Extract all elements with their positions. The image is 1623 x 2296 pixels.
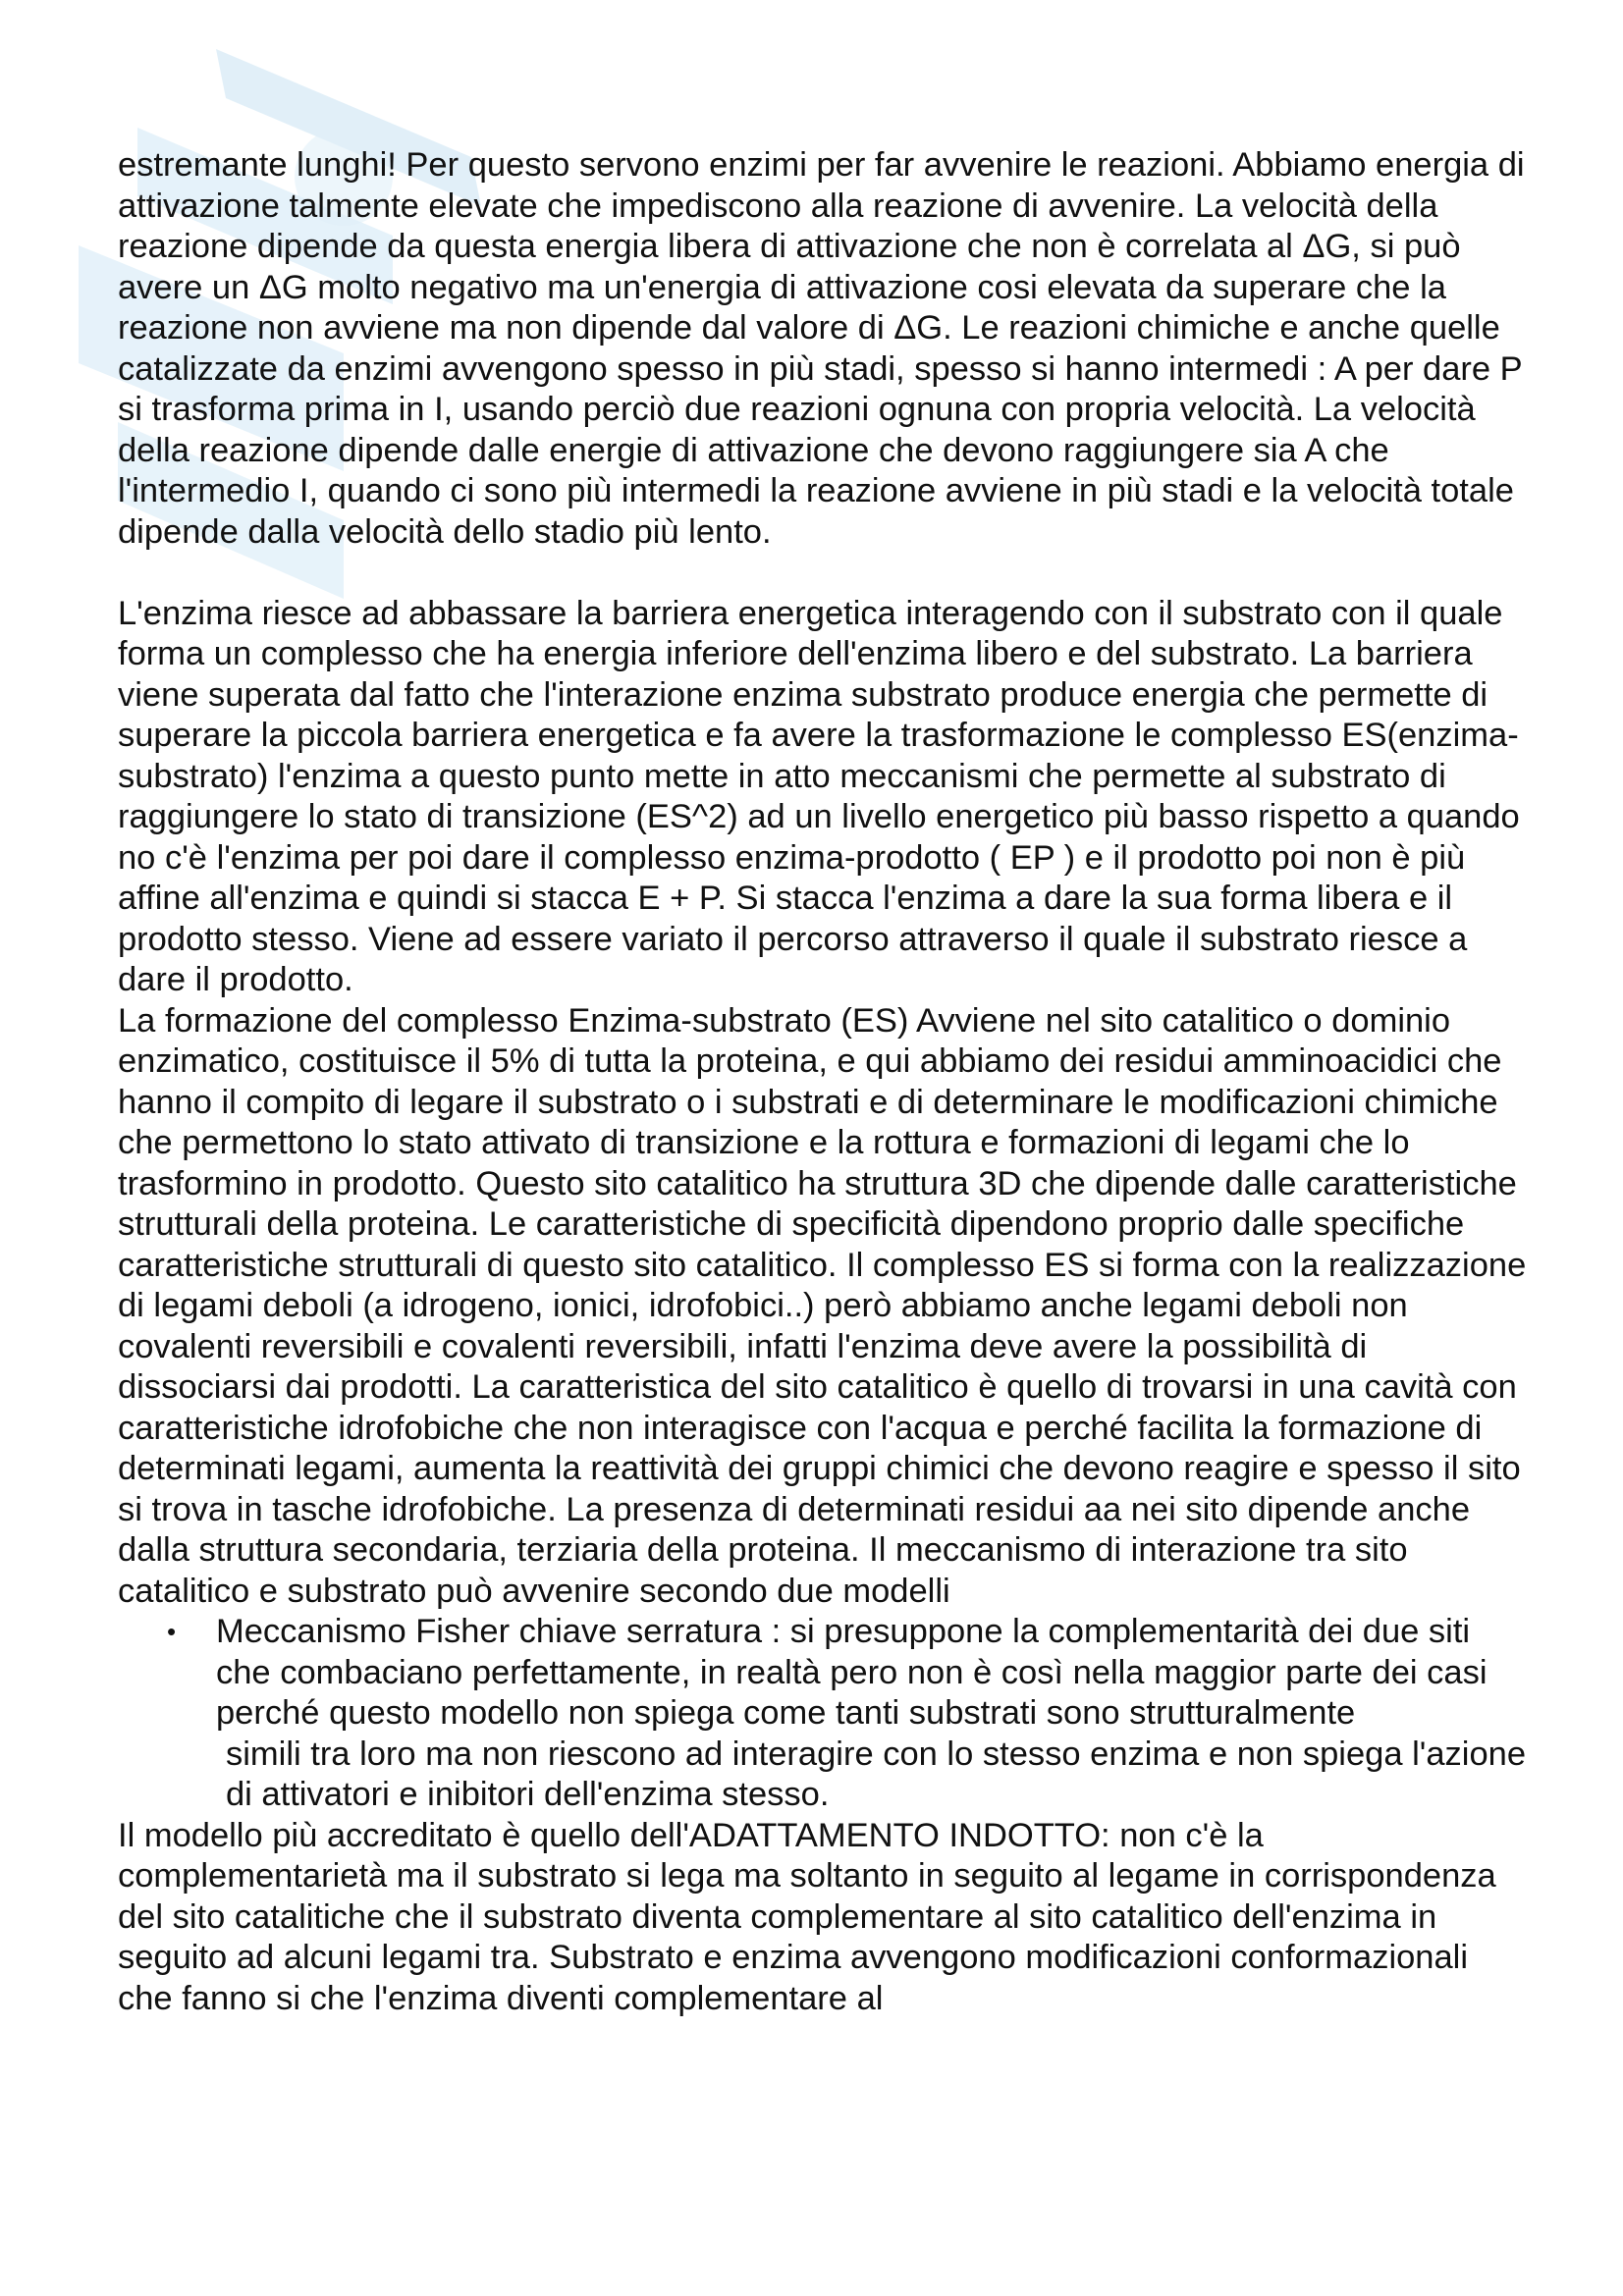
document-body — [118, 145, 1532, 2019]
paragraph-spacer — [118, 553, 1532, 594]
list-item — [118, 1612, 1532, 1816]
models-list — [118, 1612, 1532, 1816]
paragraph-activation-energy: estremante lunghi! Per questo servono enzimi per far avvenire le reazioni. Abbiamo energia di attivazione talmente elevate che impediscono alla reazione di avvenire. La velocità della reazione dipende da questa energia libera di attivazione che non è correlata al ΔG, si può avere un ΔG molto negativo ma un'energia di attivazione cosi elevata da superare che la reazione non avviene ma non dipende dal valore di ΔG. Le reazioni chimiche e anche quelle catalizzate da enzimi avvengono spesso in più stadi, spesso si hanno intermedi : A per dare P si trasforma prima in I, usando perciò due reazioni ognuna con propria velocità. La velocità della reazione dipende dalle energie di attivazione che devono raggiungere sia A che l'intermedio I, quando ci sono più intermedi la reazione avviene in più stadi e la velocità totale dipende dalla velocità dello stadio più lento. — [118, 146, 1525, 551]
bullet-icon: • — [167, 1617, 177, 1646]
bullet-text-fisher: Meccanismo Fisher chiave serratura : si presuppone la complementarità dei due siti che combaciano perfettamente, in realtà pero non è così nella maggior parte dei casi perché questo modello non spiega come tanti substrati sono strutturalmente — [216, 1613, 1488, 1732]
paragraph-induced-fit: Il modello più accreditato è quello dell'ADATTAMENTO INDOTTO: non c'è la complementarietà ma il substrato si lega ma soltanto in seguito al legame in corrispondenza del sito catalitiche che il substrato diventa complementare al sito catalitico dell'enzima in seguito ad alcuni legami tra. Substrato e enzima avvengono modificazioni conformazionali che fanno si che l'enzima diventi complementare al — [118, 1816, 1496, 2017]
paragraph-enzyme-barrier: L'enzima riesce ad abbassare la barriera energetica interagendo con il substrato con il quale forma un complesso che ha energia inferiore dell'enzima libero e del substrato. La barriera viene superata dal fatto che l'interazione enzima substrato produce energia che permette di superare la piccola barriera energetica e fa avere la trasformazione le complesso ES(enzima-substrato) l'enzima a questo punto mette in atto meccanismi che permette al substrato di raggiungere lo stato di transizione (ES^2) ad un livello energetico più basso rispetto a quando no c'è l'enzima per poi dare il complesso enzima-prodotto ( EP ) e il prodotto poi non è più affine all'enzima e quindi si stacca E + P. Si stacca l'enzima a dare la sua forma libera e il prodotto stesso. Viene ad essere variato il percorso attraverso il quale il substrato riesce a dare il prodotto. — [118, 594, 1520, 998]
bullet-text-continuation: simili tra loro ma non riescono ad interagire con lo stesso enzima e non spiega l'azione di attivatori e inibitori dell'enzima stesso. — [226, 1735, 1527, 1813]
paragraph-catalytic-site: La formazione del complesso Enzima-substrato (ES) Avviene nel sito catalitico o dominio enzimatico, costituisce il 5% di tutta la proteina, e qui abbiamo dei residui amminoacidici che hanno il compito di legare il substrato o i substrati e di determinare le modificazioni chimiche che permettono lo stato attivato di transizione e la rottura e formazioni di legami che lo trasformino in prodotto. Questo sito catalitico ha struttura 3D che dipende dalle caratteristiche strutturali della proteina. Le caratteristiche di specificità dipendono proprio dalle specifiche caratteristiche strutturali di questo sito catalitico. Il complesso ES si forma con la realizzazione di legami deboli (a idrogeno, ionici, idrofobici..) però abbiamo anche legami deboli non covalenti reversibili e covalenti reversibili, infatti l'enzima deve avere la possibilità di dissociarsi dai prodotti. La caratteristica del sito catalitico è quello di trovarsi in una cavità con caratteristiche idrofobiche che non interagisce con l'acqua e perché facilita la formazione di determinati legami, aumenta la reattività dei gruppi chimici che devono reagire e spesso il sito si trova in tasche idrofobiche. La presenza di determinati residui aa nei sito dipende anche dalla struttura secondaria, terziaria della proteina. Il meccanismo di interazione tra sito catalitico e substrato può avvenire secondo due modelli — [118, 1001, 1527, 1610]
